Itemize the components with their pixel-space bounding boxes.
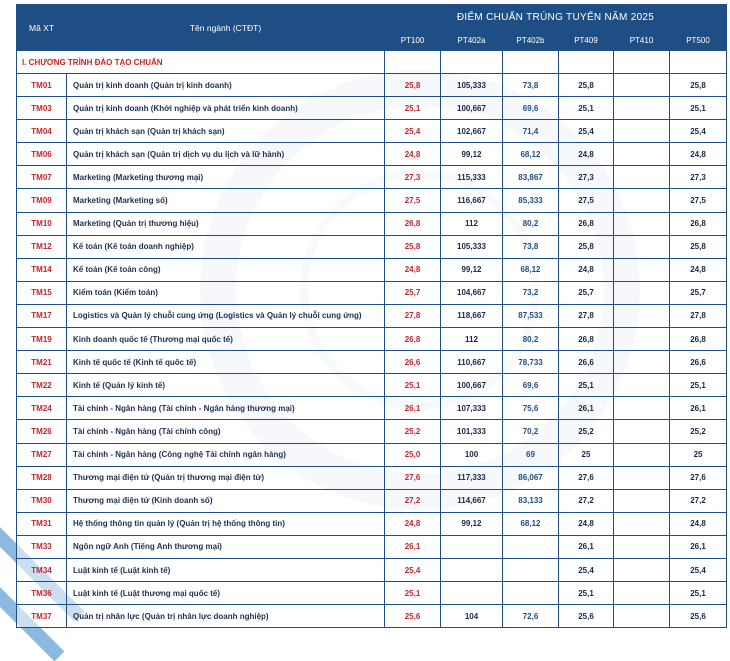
cell-pt409: 26,8 bbox=[559, 328, 614, 351]
table-row bbox=[17, 466, 727, 489]
cell-pt500: 27,8 bbox=[670, 304, 727, 327]
cell-pt402b: 70,2 bbox=[503, 420, 559, 443]
cell-pt100: 25,1 bbox=[385, 374, 441, 397]
header-name: Tên ngành (CTĐT) bbox=[67, 5, 385, 51]
cell-pt100: 26,8 bbox=[385, 212, 441, 235]
cell-pt100: 24,8 bbox=[385, 258, 441, 281]
cell-pt402b: 68,12 bbox=[503, 512, 559, 535]
header-method: PT500 bbox=[670, 30, 727, 51]
cell-code: TM01 bbox=[17, 74, 67, 97]
cell-pt410 bbox=[614, 328, 670, 351]
cell-pt500: 27,5 bbox=[670, 189, 727, 212]
cell-name: Thương mại điện tử (Kinh doanh số) bbox=[67, 489, 385, 512]
cell-code: TM15 bbox=[17, 281, 67, 304]
cell-pt410 bbox=[614, 489, 670, 512]
cell-pt402b: 80,2 bbox=[503, 212, 559, 235]
cell-code: TM28 bbox=[17, 466, 67, 489]
table-row bbox=[17, 443, 727, 466]
cell-pt410 bbox=[614, 143, 670, 166]
table-row bbox=[17, 258, 727, 281]
cell-pt402b: 80,2 bbox=[503, 328, 559, 351]
cell-pt402a: 102,667 bbox=[441, 120, 503, 143]
cell-name: Ngôn ngữ Anh (Tiếng Anh thương mại) bbox=[67, 535, 385, 558]
cell-code: TM24 bbox=[17, 397, 67, 420]
cell-pt410 bbox=[614, 397, 670, 420]
table-row bbox=[17, 397, 727, 420]
cell-pt409: 25 bbox=[559, 443, 614, 466]
cell-pt409: 25,4 bbox=[559, 120, 614, 143]
header-method: PT409 bbox=[559, 30, 614, 51]
cell-name: Kinh tế (Quản lý kinh tế) bbox=[67, 374, 385, 397]
cell-pt402b: 68,12 bbox=[503, 143, 559, 166]
cell-code: TM30 bbox=[17, 489, 67, 512]
cell-pt410 bbox=[614, 605, 670, 628]
table-row bbox=[17, 97, 727, 120]
cell-pt402b bbox=[503, 535, 559, 558]
cell-pt409: 25,8 bbox=[559, 74, 614, 97]
table-row bbox=[17, 120, 727, 143]
cell-pt410 bbox=[614, 281, 670, 304]
cell-pt500: 25,6 bbox=[670, 605, 727, 628]
table-row bbox=[17, 535, 727, 558]
cell-pt402b: 73,8 bbox=[503, 74, 559, 97]
cell-name: Tài chính - Ngân hàng (Tài chính công) bbox=[67, 420, 385, 443]
cell-pt402a: 112 bbox=[441, 328, 503, 351]
cell-pt410 bbox=[614, 420, 670, 443]
cell-pt410 bbox=[614, 582, 670, 605]
cell-pt500: 26,1 bbox=[670, 535, 727, 558]
empty-cell bbox=[614, 51, 670, 74]
cell-code: TM37 bbox=[17, 605, 67, 628]
cell-pt402a: 114,667 bbox=[441, 489, 503, 512]
cell-pt402b: 69 bbox=[503, 443, 559, 466]
cell-pt100: 24,8 bbox=[385, 143, 441, 166]
cell-pt100: 26,1 bbox=[385, 397, 441, 420]
table-row bbox=[17, 235, 727, 258]
cell-pt402a: 118,667 bbox=[441, 304, 503, 327]
table-row bbox=[17, 189, 727, 212]
cell-pt402b: 78,733 bbox=[503, 351, 559, 374]
cell-name: Quản trị kinh doanh (Khởi nghiệp và phát triển kinh doanh) bbox=[67, 97, 385, 120]
cell-code: TM17 bbox=[17, 304, 67, 327]
cell-code: TM22 bbox=[17, 374, 67, 397]
cell-name: Quản trị khách sạn (Quản trị khách sạn) bbox=[67, 120, 385, 143]
cell-name: Hệ thống thông tin quản lý (Quản trị hệ thống thông tin) bbox=[67, 512, 385, 535]
cell-pt410 bbox=[614, 235, 670, 258]
cell-pt402b: 85,333 bbox=[503, 189, 559, 212]
cell-pt100: 25,2 bbox=[385, 420, 441, 443]
cell-pt100: 25,4 bbox=[385, 558, 441, 581]
cell-name: Quản trị nhân lực (Quản trị nhân lực doanh nghiệp) bbox=[67, 605, 385, 628]
cell-pt410 bbox=[614, 189, 670, 212]
cell-pt100: 27,5 bbox=[385, 189, 441, 212]
cell-pt402b: 73,8 bbox=[503, 235, 559, 258]
cell-pt500: 25,4 bbox=[670, 120, 727, 143]
cell-pt402b: 69,6 bbox=[503, 374, 559, 397]
table-row bbox=[17, 512, 727, 535]
table-row bbox=[17, 143, 727, 166]
empty-cell bbox=[670, 51, 727, 74]
cell-pt500: 25 bbox=[670, 443, 727, 466]
cell-pt402b: 75,6 bbox=[503, 397, 559, 420]
cell-pt410 bbox=[614, 120, 670, 143]
cell-pt500: 25,8 bbox=[670, 235, 727, 258]
section-label: I. CHƯƠNG TRÌNH ĐÀO TẠO CHUẨN bbox=[17, 51, 385, 74]
cell-pt402b: 87,533 bbox=[503, 304, 559, 327]
cell-pt402a bbox=[441, 582, 503, 605]
header-method: PT402b bbox=[503, 30, 559, 51]
cell-pt500: 25,8 bbox=[670, 74, 727, 97]
cell-name: Marketing (Quản trị thương hiệu) bbox=[67, 212, 385, 235]
cell-pt402a bbox=[441, 535, 503, 558]
cell-pt402b: 68,12 bbox=[503, 258, 559, 281]
cell-pt409: 26,8 bbox=[559, 212, 614, 235]
cell-name: Luật kinh tế (Luật kinh tế) bbox=[67, 558, 385, 581]
empty-cell bbox=[385, 51, 441, 74]
cell-code: TM03 bbox=[17, 97, 67, 120]
table-row bbox=[17, 582, 727, 605]
cell-pt100: 26,1 bbox=[385, 535, 441, 558]
cell-pt409: 25,1 bbox=[559, 374, 614, 397]
cell-pt410 bbox=[614, 74, 670, 97]
cell-pt500: 25,2 bbox=[670, 420, 727, 443]
cell-pt409: 24,8 bbox=[559, 143, 614, 166]
cell-pt402b: 69,6 bbox=[503, 97, 559, 120]
cell-pt500: 25,1 bbox=[670, 97, 727, 120]
cell-pt410 bbox=[614, 351, 670, 374]
table-row bbox=[17, 166, 727, 189]
cell-pt409: 27,5 bbox=[559, 189, 614, 212]
cell-pt500: 26,6 bbox=[670, 351, 727, 374]
cell-code: TM31 bbox=[17, 512, 67, 535]
cell-name: Quản trị khách sạn (Quản trị dịch vụ du lịch và lữ hành) bbox=[67, 143, 385, 166]
cell-code: TM10 bbox=[17, 212, 67, 235]
table-row bbox=[17, 420, 727, 443]
cell-pt409: 27,8 bbox=[559, 304, 614, 327]
table-row bbox=[17, 212, 727, 235]
cell-pt409: 27,3 bbox=[559, 166, 614, 189]
cell-pt410 bbox=[614, 374, 670, 397]
cell-pt100: 25,0 bbox=[385, 443, 441, 466]
cell-pt409: 25,1 bbox=[559, 582, 614, 605]
cell-name: Kế toán (Kế toán công) bbox=[67, 258, 385, 281]
cell-name: Luật kinh tế (Luật thương mại quốc tế) bbox=[67, 582, 385, 605]
cell-pt409: 24,8 bbox=[559, 258, 614, 281]
cell-pt500: 26,1 bbox=[670, 397, 727, 420]
cell-pt500: 24,8 bbox=[670, 258, 727, 281]
cell-pt500: 25,1 bbox=[670, 582, 727, 605]
cell-pt402a: 100,667 bbox=[441, 97, 503, 120]
cell-code: TM33 bbox=[17, 535, 67, 558]
cell-pt500: 25,4 bbox=[670, 558, 727, 581]
table-row bbox=[17, 489, 727, 512]
table-row bbox=[17, 281, 727, 304]
cell-pt100: 25,4 bbox=[385, 120, 441, 143]
cell-pt500: 25,1 bbox=[670, 374, 727, 397]
cell-pt100: 26,6 bbox=[385, 351, 441, 374]
cell-pt402a: 110,667 bbox=[441, 351, 503, 374]
table-row bbox=[17, 605, 727, 628]
cell-pt409: 25,7 bbox=[559, 281, 614, 304]
cell-pt409: 27,6 bbox=[559, 466, 614, 489]
table-row bbox=[17, 328, 727, 351]
header-method: PT402a bbox=[441, 30, 503, 51]
cell-pt402a: 104,667 bbox=[441, 281, 503, 304]
cell-name: Thương mại điện tử (Quản trị thương mại điện tử) bbox=[67, 466, 385, 489]
cell-name: Marketing (Marketing thương mại) bbox=[67, 166, 385, 189]
header-method: PT100 bbox=[385, 30, 441, 51]
cell-pt410 bbox=[614, 212, 670, 235]
cell-name: Quản trị kinh doanh (Quản trị kinh doanh) bbox=[67, 74, 385, 97]
cell-pt402b: 83,867 bbox=[503, 166, 559, 189]
cell-pt500: 26,8 bbox=[670, 328, 727, 351]
cell-pt410 bbox=[614, 166, 670, 189]
table-row bbox=[17, 558, 727, 581]
cell-name: Logistics và Quản lý chuỗi cung ứng (Logistics và Quản lý chuỗi cung ứng) bbox=[67, 304, 385, 327]
cell-pt402a bbox=[441, 558, 503, 581]
cell-code: TM12 bbox=[17, 235, 67, 258]
cell-pt402b: 72,6 bbox=[503, 605, 559, 628]
cell-pt402b bbox=[503, 582, 559, 605]
cell-pt410 bbox=[614, 304, 670, 327]
cell-name: Tài chính - Ngân hàng (Công nghệ Tài chính ngân hàng) bbox=[67, 443, 385, 466]
cell-pt100: 25,1 bbox=[385, 582, 441, 605]
header-title: ĐIỂM CHUẨN TRÚNG TUYỂN NĂM 2025 bbox=[385, 5, 727, 30]
cell-pt409: 26,6 bbox=[559, 351, 614, 374]
cell-code: TM19 bbox=[17, 328, 67, 351]
cell-pt409: 25,1 bbox=[559, 97, 614, 120]
cell-pt410 bbox=[614, 512, 670, 535]
cell-pt410 bbox=[614, 558, 670, 581]
section-row bbox=[17, 51, 727, 74]
cell-pt409: 24,8 bbox=[559, 512, 614, 535]
cell-code: TM34 bbox=[17, 558, 67, 581]
table-row bbox=[17, 351, 727, 374]
cell-pt500: 27,3 bbox=[670, 166, 727, 189]
cell-pt100: 25,7 bbox=[385, 281, 441, 304]
cell-pt402a: 99,12 bbox=[441, 258, 503, 281]
cell-pt100: 27,8 bbox=[385, 304, 441, 327]
cell-pt402a: 107,333 bbox=[441, 397, 503, 420]
cell-pt402b: 73,2 bbox=[503, 281, 559, 304]
cell-code: TM04 bbox=[17, 120, 67, 143]
cell-pt100: 25,8 bbox=[385, 235, 441, 258]
cell-pt402a: 105,333 bbox=[441, 235, 503, 258]
cell-name: Kinh tế quốc tế (Kinh tế quốc tế) bbox=[67, 351, 385, 374]
cell-pt402b: 83,133 bbox=[503, 489, 559, 512]
cell-pt500: 27,6 bbox=[670, 466, 727, 489]
cell-pt409: 26,1 bbox=[559, 535, 614, 558]
cell-code: TM07 bbox=[17, 166, 67, 189]
cell-pt409: 25,6 bbox=[559, 605, 614, 628]
cell-pt410 bbox=[614, 97, 670, 120]
cell-pt100: 27,3 bbox=[385, 166, 441, 189]
cell-pt500: 24,8 bbox=[670, 512, 727, 535]
cell-pt100: 24,8 bbox=[385, 512, 441, 535]
table-body bbox=[17, 51, 727, 628]
cell-code: TM26 bbox=[17, 420, 67, 443]
cell-pt100: 25,6 bbox=[385, 605, 441, 628]
cell-name: Kinh doanh quốc tế (Thương mại quốc tế) bbox=[67, 328, 385, 351]
cell-pt410 bbox=[614, 535, 670, 558]
cell-pt402a: 100 bbox=[441, 443, 503, 466]
admission-score-table bbox=[16, 4, 727, 628]
header-method: PT410 bbox=[614, 30, 670, 51]
cell-pt500: 25,7 bbox=[670, 281, 727, 304]
table-row bbox=[17, 374, 727, 397]
cell-pt100: 26,8 bbox=[385, 328, 441, 351]
cell-pt402a: 115,333 bbox=[441, 166, 503, 189]
cell-pt402a: 99,12 bbox=[441, 143, 503, 166]
cell-pt402b: 86,067 bbox=[503, 466, 559, 489]
header-code: Mã XT bbox=[17, 5, 67, 51]
cell-pt410 bbox=[614, 258, 670, 281]
cell-pt409: 25,8 bbox=[559, 235, 614, 258]
cell-pt100: 27,6 bbox=[385, 466, 441, 489]
cell-pt500: 26,8 bbox=[670, 212, 727, 235]
cell-name: Marketing (Marketing số) bbox=[67, 189, 385, 212]
cell-pt409: 27,2 bbox=[559, 489, 614, 512]
cell-pt410 bbox=[614, 443, 670, 466]
cell-code: TM21 bbox=[17, 351, 67, 374]
cell-pt402b: 71,4 bbox=[503, 120, 559, 143]
cell-pt410 bbox=[614, 466, 670, 489]
cell-code: TM14 bbox=[17, 258, 67, 281]
cell-pt100: 27,2 bbox=[385, 489, 441, 512]
cell-pt402a: 101,333 bbox=[441, 420, 503, 443]
cell-pt402b bbox=[503, 558, 559, 581]
cell-pt402a: 116,667 bbox=[441, 189, 503, 212]
cell-pt402a: 99,12 bbox=[441, 512, 503, 535]
table-row bbox=[17, 304, 727, 327]
cell-pt409: 25,2 bbox=[559, 420, 614, 443]
cell-pt402a: 100,667 bbox=[441, 374, 503, 397]
cell-code: TM06 bbox=[17, 143, 67, 166]
cell-pt409: 25,4 bbox=[559, 558, 614, 581]
cell-pt402a: 112 bbox=[441, 212, 503, 235]
cell-pt402a: 104 bbox=[441, 605, 503, 628]
cell-code: TM27 bbox=[17, 443, 67, 466]
empty-cell bbox=[503, 51, 559, 74]
empty-cell bbox=[559, 51, 614, 74]
cell-pt500: 27,2 bbox=[670, 489, 727, 512]
cell-code: TM09 bbox=[17, 189, 67, 212]
cell-name: Tài chính - Ngân hàng (Tài chính - Ngân hàng thương mại) bbox=[67, 397, 385, 420]
cell-pt402a: 117,333 bbox=[441, 466, 503, 489]
cell-pt409: 26,1 bbox=[559, 397, 614, 420]
cell-name: Kế toán (Kế toán doanh nghiệp) bbox=[67, 235, 385, 258]
cell-pt402a: 105,333 bbox=[441, 74, 503, 97]
empty-cell bbox=[441, 51, 503, 74]
cell-code: TM36 bbox=[17, 582, 67, 605]
cell-pt500: 24,8 bbox=[670, 143, 727, 166]
cell-pt100: 25,1 bbox=[385, 97, 441, 120]
cell-pt100: 25,8 bbox=[385, 74, 441, 97]
cell-name: Kiểm toán (Kiểm toán) bbox=[67, 281, 385, 304]
table-row bbox=[17, 74, 727, 97]
